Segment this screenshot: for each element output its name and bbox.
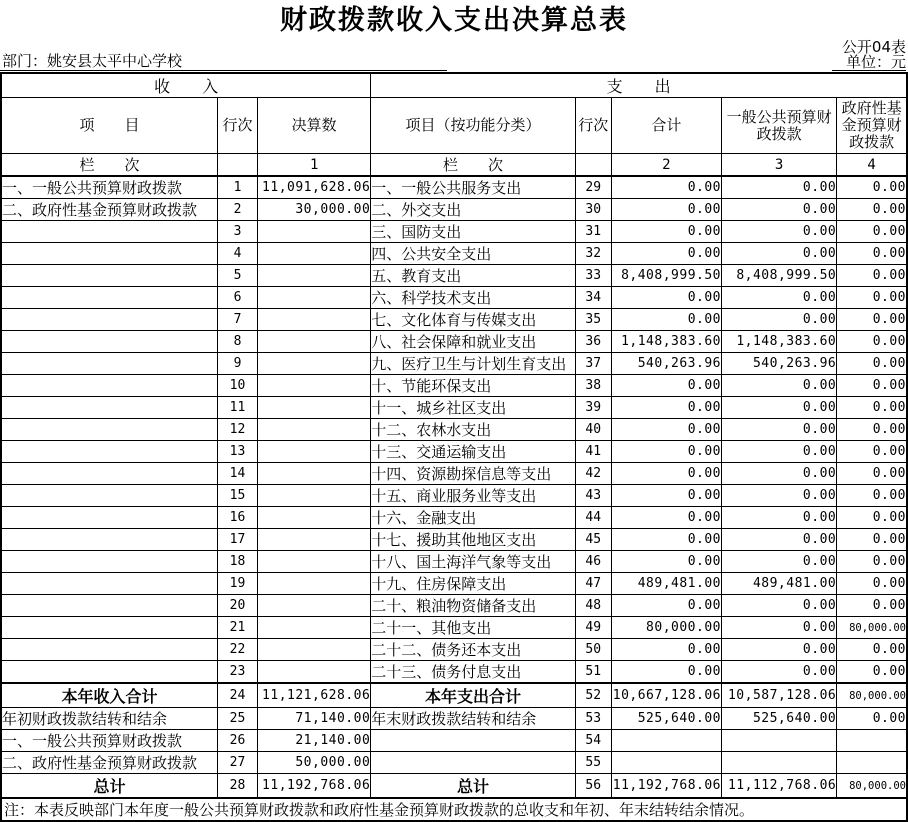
income-amount-cell (258, 529, 371, 551)
meta-right (832, 40, 908, 71)
exp-general-cell: 540,263.96 (722, 353, 837, 375)
exp-total-cell: 0.00 (611, 243, 721, 265)
exp-total-cell (611, 730, 721, 752)
exp-item-cell: 十、节能环保支出 (371, 375, 575, 397)
exp-item-cell: 本年支出合计 (371, 683, 575, 708)
income-item-cell (1, 287, 217, 309)
exp-total-cell: 0.00 (611, 287, 721, 309)
exp-general-cell: 0.00 (722, 287, 837, 309)
table-row (1, 309, 907, 331)
exp-line-cell: 54 (575, 730, 611, 752)
exp-fund-cell: 0.00 (837, 441, 907, 463)
exp-general-cell: 525,640.00 (722, 708, 837, 730)
table-row (1, 441, 907, 463)
table-row (1, 507, 907, 529)
income-section-header: 收 入 (1, 73, 371, 98)
exp-line-cell: 46 (575, 551, 611, 573)
income-line-cell: 20 (217, 595, 257, 617)
exp-line-cell: 51 (575, 661, 611, 684)
income-line-cell: 24 (217, 683, 257, 708)
income-line-cell: 4 (217, 243, 257, 265)
exp-item-cell: 十一、城乡社区支出 (371, 397, 575, 419)
exp-item-cell: 十四、资源勘探信息等支出 (371, 463, 575, 485)
exp-general-cell: 0.00 (722, 199, 837, 221)
income-amount-cell (258, 573, 371, 595)
exp-fund-cell: 0.00 (837, 331, 907, 353)
exp-total-index: 2 (611, 154, 721, 177)
table-row (1, 419, 907, 441)
income-item-cell (1, 661, 217, 684)
exp-fund-index: 4 (837, 154, 907, 177)
exp-general-header: 一般公共预算财政拨款 (722, 98, 837, 154)
exp-total-cell: 0.00 (611, 221, 721, 243)
income-amount-cell (258, 551, 371, 573)
table-row (1, 243, 907, 265)
table-row (1, 265, 907, 287)
income-line-cell: 17 (217, 529, 257, 551)
note-row (1, 798, 907, 821)
exp-fund-cell: 80,000.00 (837, 617, 907, 639)
income-item-cell: 二、政府性基金预算财政拨款 (1, 199, 217, 221)
income-item-cell (1, 573, 217, 595)
income-amount-cell (258, 661, 371, 684)
exp-item-cell: 七、文化体育与传媒支出 (371, 309, 575, 331)
exp-total-cell: 0.00 (611, 639, 721, 661)
exp-total-cell: 540,263.96 (611, 353, 721, 375)
table-row (1, 463, 907, 485)
income-line-cell: 28 (217, 774, 257, 799)
income-line-cell: 13 (217, 441, 257, 463)
income-item-cell (1, 309, 217, 331)
exp-line-cell: 29 (575, 176, 611, 199)
income-item-cell (1, 331, 217, 353)
exp-line-cell: 49 (575, 617, 611, 639)
income-item-cell (1, 397, 217, 419)
exp-item-cell: 八、社会保障和就业支出 (371, 331, 575, 353)
exp-item-cell: 一、一般公共服务支出 (371, 176, 575, 199)
income-line-cell: 25 (217, 708, 257, 730)
exp-item-cell: 五、教育支出 (371, 265, 575, 287)
exp-fund-cell: 0.00 (837, 199, 907, 221)
exp-general-cell (722, 730, 837, 752)
exp-item-cell (371, 730, 575, 752)
exp-general-cell: 0.00 (722, 485, 837, 507)
table-row (1, 573, 907, 595)
income-line-index (217, 154, 257, 177)
exp-line-cell: 41 (575, 441, 611, 463)
exp-general-cell: 1,148,383.60 (722, 331, 837, 353)
income-item-cell (1, 375, 217, 397)
exp-item-cell: 十七、援助其他地区支出 (371, 529, 575, 551)
table-row (1, 752, 907, 774)
exp-fund-cell: 0.00 (837, 419, 907, 441)
income-item-cell: 本年收入合计 (1, 683, 217, 708)
income-amount-cell: 21,140.00 (258, 730, 371, 752)
exp-item-cell: 四、公共安全支出 (371, 243, 575, 265)
exp-total-cell: 10,667,128.06 (611, 683, 721, 708)
exp-item-cell: 十九、住房保障支出 (371, 573, 575, 595)
final-accounts-table (0, 72, 908, 822)
income-line-cell: 16 (217, 507, 257, 529)
exp-general-cell: 0.00 (722, 551, 837, 573)
income-line-cell: 3 (217, 221, 257, 243)
exp-fund-cell: 0.00 (837, 243, 907, 265)
exp-fund-cell: 0.00 (837, 353, 907, 375)
exp-total-cell: 489,481.00 (611, 573, 721, 595)
income-line-cell: 1 (217, 176, 257, 199)
exp-item-cell: 年末财政拨款结转和结余 (371, 708, 575, 730)
exp-total-cell: 0.00 (611, 199, 721, 221)
exp-line-cell: 39 (575, 397, 611, 419)
income-item-cell (1, 463, 217, 485)
exp-total-cell: 0.00 (611, 551, 721, 573)
table-row (1, 639, 907, 661)
exp-item-cell: 十二、农林水支出 (371, 419, 575, 441)
exp-fund-cell (837, 730, 907, 752)
income-item-cell (1, 265, 217, 287)
income-amount-cell (258, 375, 371, 397)
table-row (1, 199, 907, 221)
exp-fund-cell: 80,000.00 (837, 774, 907, 799)
income-line-cell: 11 (217, 397, 257, 419)
exp-line-cell: 37 (575, 353, 611, 375)
income-item-header: 项 目 (1, 98, 217, 154)
income-line-cell: 21 (217, 617, 257, 639)
income-item-cell (1, 551, 217, 573)
income-item-cell (1, 485, 217, 507)
exp-fund-cell: 0.00 (837, 397, 907, 419)
exp-total-cell: 0.00 (611, 529, 721, 551)
exp-line-cell: 53 (575, 708, 611, 730)
exp-line-cell: 48 (575, 595, 611, 617)
income-amount-cell (258, 221, 371, 243)
income-line-cell: 19 (217, 573, 257, 595)
exp-total-cell: 0.00 (611, 463, 721, 485)
income-amount-cell (258, 353, 371, 375)
department-label: 部门：姚安县太平中心学校 (0, 52, 447, 71)
income-line-cell: 2 (217, 199, 257, 221)
exp-item-cell: 总计 (371, 774, 575, 799)
exp-fund-cell: 0.00 (837, 573, 907, 595)
income-line-cell: 5 (217, 265, 257, 287)
income-line-cell: 27 (217, 752, 257, 774)
exp-total-cell: 525,640.00 (611, 708, 721, 730)
income-amount-cell: 11,121,628.06 (258, 683, 371, 708)
exp-total-header: 合计 (611, 98, 721, 154)
income-line-cell: 12 (217, 419, 257, 441)
income-line-cell: 18 (217, 551, 257, 573)
table-foot (1, 798, 907, 821)
exp-item-cell: 二十二、债务还本支出 (371, 639, 575, 661)
exp-total-cell: 0.00 (611, 507, 721, 529)
exp-general-cell (722, 752, 837, 774)
income-item-cell (1, 639, 217, 661)
exp-total-cell (611, 752, 721, 774)
table-body (1, 176, 907, 798)
income-amount-index: 1 (258, 154, 371, 177)
income-index-label: 栏 次 (1, 154, 217, 177)
exp-line-cell: 55 (575, 752, 611, 774)
exp-item-cell: 二十一、其他支出 (371, 617, 575, 639)
exp-item-cell: 三、国防支出 (371, 221, 575, 243)
exp-fund-cell: 0.00 (837, 309, 907, 331)
exp-general-cell: 0.00 (722, 507, 837, 529)
exp-fund-cell: 0.00 (837, 639, 907, 661)
page-title: 财政拨款收入支出决算总表 (280, 5, 628, 36)
exp-fund-cell: 0.00 (837, 375, 907, 397)
exp-line-cell: 34 (575, 287, 611, 309)
table-row (1, 595, 907, 617)
exp-total-cell: 11,192,768.06 (611, 774, 721, 799)
exp-total-cell: 8,408,999.50 (611, 265, 721, 287)
exp-item-cell: 六、科学技术支出 (371, 287, 575, 309)
exp-item-cell: 十五、商业服务业等支出 (371, 485, 575, 507)
table-row (1, 397, 907, 419)
table-row (1, 287, 907, 309)
exp-item-cell: 十八、国土海洋气象等支出 (371, 551, 575, 573)
income-line-cell: 10 (217, 375, 257, 397)
income-amount-cell (258, 485, 371, 507)
table-row (1, 683, 907, 708)
table-head (1, 73, 907, 176)
exp-fund-cell (837, 752, 907, 774)
column-header-row (1, 98, 907, 154)
exp-line-cell: 38 (575, 375, 611, 397)
income-amount-cell: 11,091,628.06 (258, 176, 371, 199)
exp-line-cell: 42 (575, 463, 611, 485)
exp-total-cell: 0.00 (611, 595, 721, 617)
income-line-cell: 23 (217, 661, 257, 684)
exp-total-cell: 0.00 (611, 661, 721, 684)
exp-item-cell: 二十、粮油物资储备支出 (371, 595, 575, 617)
income-line-cell: 8 (217, 331, 257, 353)
exp-fund-cell: 0.00 (837, 529, 907, 551)
income-item-cell (1, 617, 217, 639)
exp-general-cell: 0.00 (722, 529, 837, 551)
exp-general-cell: 0.00 (722, 617, 837, 639)
exp-fund-cell: 0.00 (837, 265, 907, 287)
exp-general-cell: 11,112,768.06 (722, 774, 837, 799)
exp-line-cell: 50 (575, 639, 611, 661)
exp-fund-cell: 0.00 (837, 221, 907, 243)
exp-general-cell: 0.00 (722, 375, 837, 397)
exp-general-cell: 0.00 (722, 419, 837, 441)
table-row (1, 774, 907, 799)
exp-total-cell: 0.00 (611, 419, 721, 441)
income-amount-cell (258, 419, 371, 441)
exp-total-cell: 0.00 (611, 375, 721, 397)
exp-line-cell: 31 (575, 221, 611, 243)
expenditure-section-header: 支 出 (371, 73, 907, 98)
income-amount-cell (258, 507, 371, 529)
table-row (1, 221, 907, 243)
income-amount-cell (258, 287, 371, 309)
exp-total-cell: 80,000.00 (611, 617, 721, 639)
income-amount-cell: 11,192,768.06 (258, 774, 371, 799)
income-item-cell (1, 243, 217, 265)
exp-general-cell: 10,587,128.06 (722, 683, 837, 708)
income-amount-cell (258, 243, 371, 265)
income-item-cell (1, 529, 217, 551)
income-item-cell: 年初财政拨款结转和结余 (1, 708, 217, 730)
exp-line-cell: 32 (575, 243, 611, 265)
income-item-cell (1, 441, 217, 463)
table-row (1, 551, 907, 573)
income-item-cell: 一、一般公共预算财政拨款 (1, 176, 217, 199)
exp-fund-cell: 0.00 (837, 507, 907, 529)
exp-item-header: 项目（按功能分类） (371, 98, 575, 154)
income-amount-cell (258, 265, 371, 287)
exp-line-index (575, 154, 611, 177)
income-amount-header: 决算数 (258, 98, 371, 154)
table-row (1, 617, 907, 639)
table-row (1, 708, 907, 730)
exp-total-cell: 0.00 (611, 397, 721, 419)
exp-fund-cell: 0.00 (837, 551, 907, 573)
exp-general-cell: 489,481.00 (722, 573, 837, 595)
income-amount-cell (258, 397, 371, 419)
income-item-cell: 一、一般公共预算财政拨款 (1, 730, 217, 752)
exp-index-label: 栏 次 (371, 154, 575, 177)
income-line-cell: 26 (217, 730, 257, 752)
exp-total-cell: 1,148,383.60 (611, 331, 721, 353)
unit-label: 单位：元 (832, 55, 906, 71)
income-amount-cell (258, 595, 371, 617)
exp-fund-cell: 0.00 (837, 595, 907, 617)
income-amount-cell: 30,000.00 (258, 199, 371, 221)
meta-header (0, 40, 908, 71)
exp-line-cell: 33 (575, 265, 611, 287)
exp-total-cell: 0.00 (611, 441, 721, 463)
income-amount-cell (258, 639, 371, 661)
exp-fund-cell: 80,000.00 (837, 683, 907, 708)
exp-fund-cell: 0.00 (837, 463, 907, 485)
income-amount-cell (258, 617, 371, 639)
income-amount-cell (258, 441, 371, 463)
exp-general-cell: 0.00 (722, 243, 837, 265)
income-item-cell (1, 595, 217, 617)
table-row (1, 331, 907, 353)
income-item-cell (1, 419, 217, 441)
income-item-cell (1, 507, 217, 529)
exp-general-cell: 8,408,999.50 (722, 265, 837, 287)
exp-line-cell: 47 (575, 573, 611, 595)
income-line-cell: 6 (217, 287, 257, 309)
exp-general-index: 3 (722, 154, 837, 177)
income-line-cell: 7 (217, 309, 257, 331)
exp-general-cell: 0.00 (722, 639, 837, 661)
income-amount-cell (258, 331, 371, 353)
exp-line-cell: 30 (575, 199, 611, 221)
exp-fund-cell: 0.00 (837, 176, 907, 199)
column-index-row (1, 154, 907, 177)
exp-item-cell: 二十三、债务付息支出 (371, 661, 575, 684)
table-row (1, 176, 907, 199)
exp-line-cell: 44 (575, 507, 611, 529)
income-item-cell: 二、政府性基金预算财政拨款 (1, 752, 217, 774)
income-line-cell: 22 (217, 639, 257, 661)
income-item-cell: 总计 (1, 774, 217, 799)
exp-total-cell: 0.00 (611, 485, 721, 507)
exp-item-cell: 十三、交通运输支出 (371, 441, 575, 463)
income-amount-cell: 50,000.00 (258, 752, 371, 774)
income-item-cell (1, 221, 217, 243)
exp-fund-cell: 0.00 (837, 287, 907, 309)
exp-item-cell: 二、外交支出 (371, 199, 575, 221)
exp-line-cell: 36 (575, 331, 611, 353)
income-amount-cell: 71,140.00 (258, 708, 371, 730)
exp-line-cell: 45 (575, 529, 611, 551)
exp-general-cell: 0.00 (722, 595, 837, 617)
income-line-header: 行次 (217, 98, 257, 154)
table-row (1, 375, 907, 397)
exp-line-cell: 35 (575, 309, 611, 331)
table-row (1, 353, 907, 375)
income-line-cell: 15 (217, 485, 257, 507)
table-row (1, 730, 907, 752)
income-item-cell (1, 353, 217, 375)
exp-general-cell: 0.00 (722, 463, 837, 485)
table-row (1, 529, 907, 551)
exp-line-cell: 56 (575, 774, 611, 799)
exp-total-cell: 0.00 (611, 309, 721, 331)
exp-general-cell: 0.00 (722, 441, 837, 463)
income-line-cell: 9 (217, 353, 257, 375)
table-code-label: 公开04表 (841, 38, 906, 56)
exp-general-cell: 0.00 (722, 176, 837, 199)
exp-line-cell: 52 (575, 683, 611, 708)
exp-general-cell: 0.00 (722, 309, 837, 331)
income-amount-cell (258, 463, 371, 485)
exp-fund-cell: 0.00 (837, 485, 907, 507)
exp-total-cell: 0.00 (611, 176, 721, 199)
section-header-row (1, 73, 907, 98)
exp-item-cell (371, 752, 575, 774)
table-row (1, 661, 907, 684)
exp-fund-cell: 0.00 (837, 708, 907, 730)
exp-general-cell: 0.00 (722, 397, 837, 419)
exp-general-cell: 0.00 (722, 661, 837, 684)
exp-item-cell: 九、医疗卫生与计划生育支出 (371, 353, 575, 375)
table-note: 注：本表反映部门本年度一般公共预算财政拨款和政府性基金预算财政拨款的总收支和年初、年末结转结余情况。 (1, 798, 907, 821)
exp-general-cell: 0.00 (722, 221, 837, 243)
exp-fund-cell: 0.00 (837, 661, 907, 684)
income-amount-cell (258, 309, 371, 331)
exp-line-cell: 43 (575, 485, 611, 507)
exp-item-cell: 十六、金融支出 (371, 507, 575, 529)
exp-line-header: 行次 (575, 98, 611, 154)
exp-fund-header: 政府性基金预算财政拨款 (837, 98, 907, 154)
table-row (1, 485, 907, 507)
exp-line-cell: 40 (575, 419, 611, 441)
income-line-cell: 14 (217, 463, 257, 485)
